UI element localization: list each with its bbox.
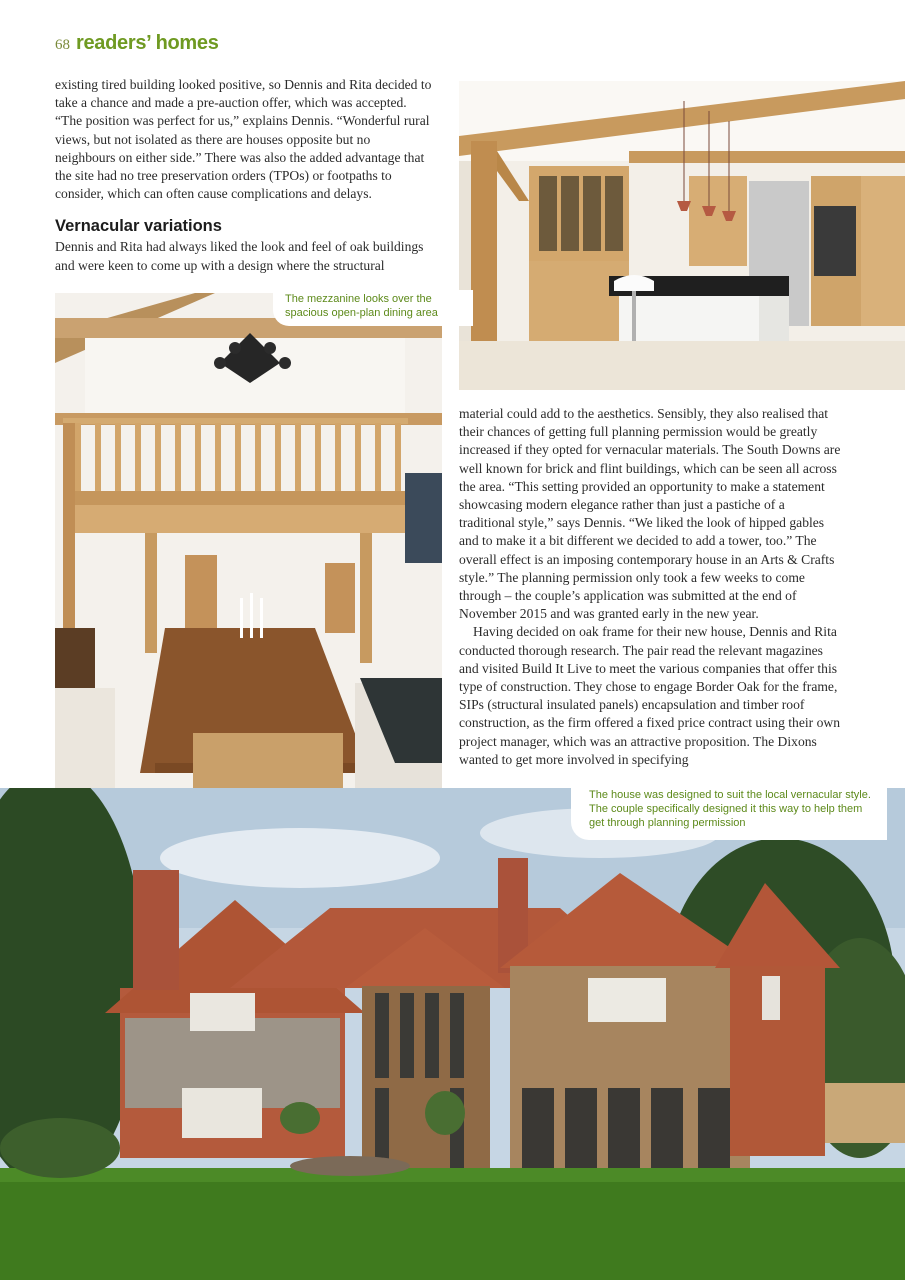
right-column [459, 405, 843, 769]
paragraph: material could add to the aesthetics. Sensibly, they also realised that their chances of getting full planning permission would be greatly increased if they opted for vernacular materials. The South Downs are well known for brick and flint buildings, which can be seen all across the area. “This setting provided an opportunity to make a statement showcasing modern elegance rather than just a pastiche of a traditional style,” says Dennis. “We liked the look of hipped gables and to make it a bit different we decided to add a tower, too.” The overall effect is an imposing contemporary house in an Arts & Crafts style.” The planning permission only took a few weeks to come through – the couple’s application was submitted at the end of November 2015 and was granted early in the new year. [459, 406, 841, 622]
subheading: Vernacular variations [55, 217, 222, 236]
section-title: readers’ homes [76, 32, 219, 54]
exterior-caption: The house was designed to suit the local vernacular style. The couple specifically designed it this way to help them get through planning permission [571, 785, 887, 840]
paragraph: Having decided on oak frame for their new house, Dennis and Rita conducted thorough research. The pair read the relevant magazines and visited Build It Live to meet the various companies that offer this type of construction. They chose to engage Border Oak for the frame, SIPs (structural insulated panels) encapsulation and timber roof construction, as the firm offered a fixed price contract using their own project manager, which was an attractive proposition. The Dixons wanted to get more involved in specifying [459, 624, 840, 767]
exterior-photo [0, 788, 905, 1280]
kitchen-photo [459, 81, 905, 390]
paragraph: Dennis and Rita had always liked the look and feel of oak buildings and were keen to come up with a design where the structural [55, 239, 424, 273]
page-header [55, 32, 219, 55]
page-number: 68 [55, 37, 70, 53]
intro-paragraph: existing tired building looked positive, so Dennis and Rita decided to take a chance and made a pre-auction offer, which was accepted. “The position was perfect for us,” explains Dennis. “Wonderful rural views, but not isolated as there are houses opposite but no neighbours on either side.” There was also the added advantage that the site had no tree preservation orders (TPOs) or footpaths to consider, which can often cause complications and delays. [55, 77, 432, 202]
left-column [55, 76, 433, 275]
dining-photo [55, 293, 442, 811]
dining-caption: The mezzanine looks over the spacious open-plan dining area [273, 290, 473, 326]
